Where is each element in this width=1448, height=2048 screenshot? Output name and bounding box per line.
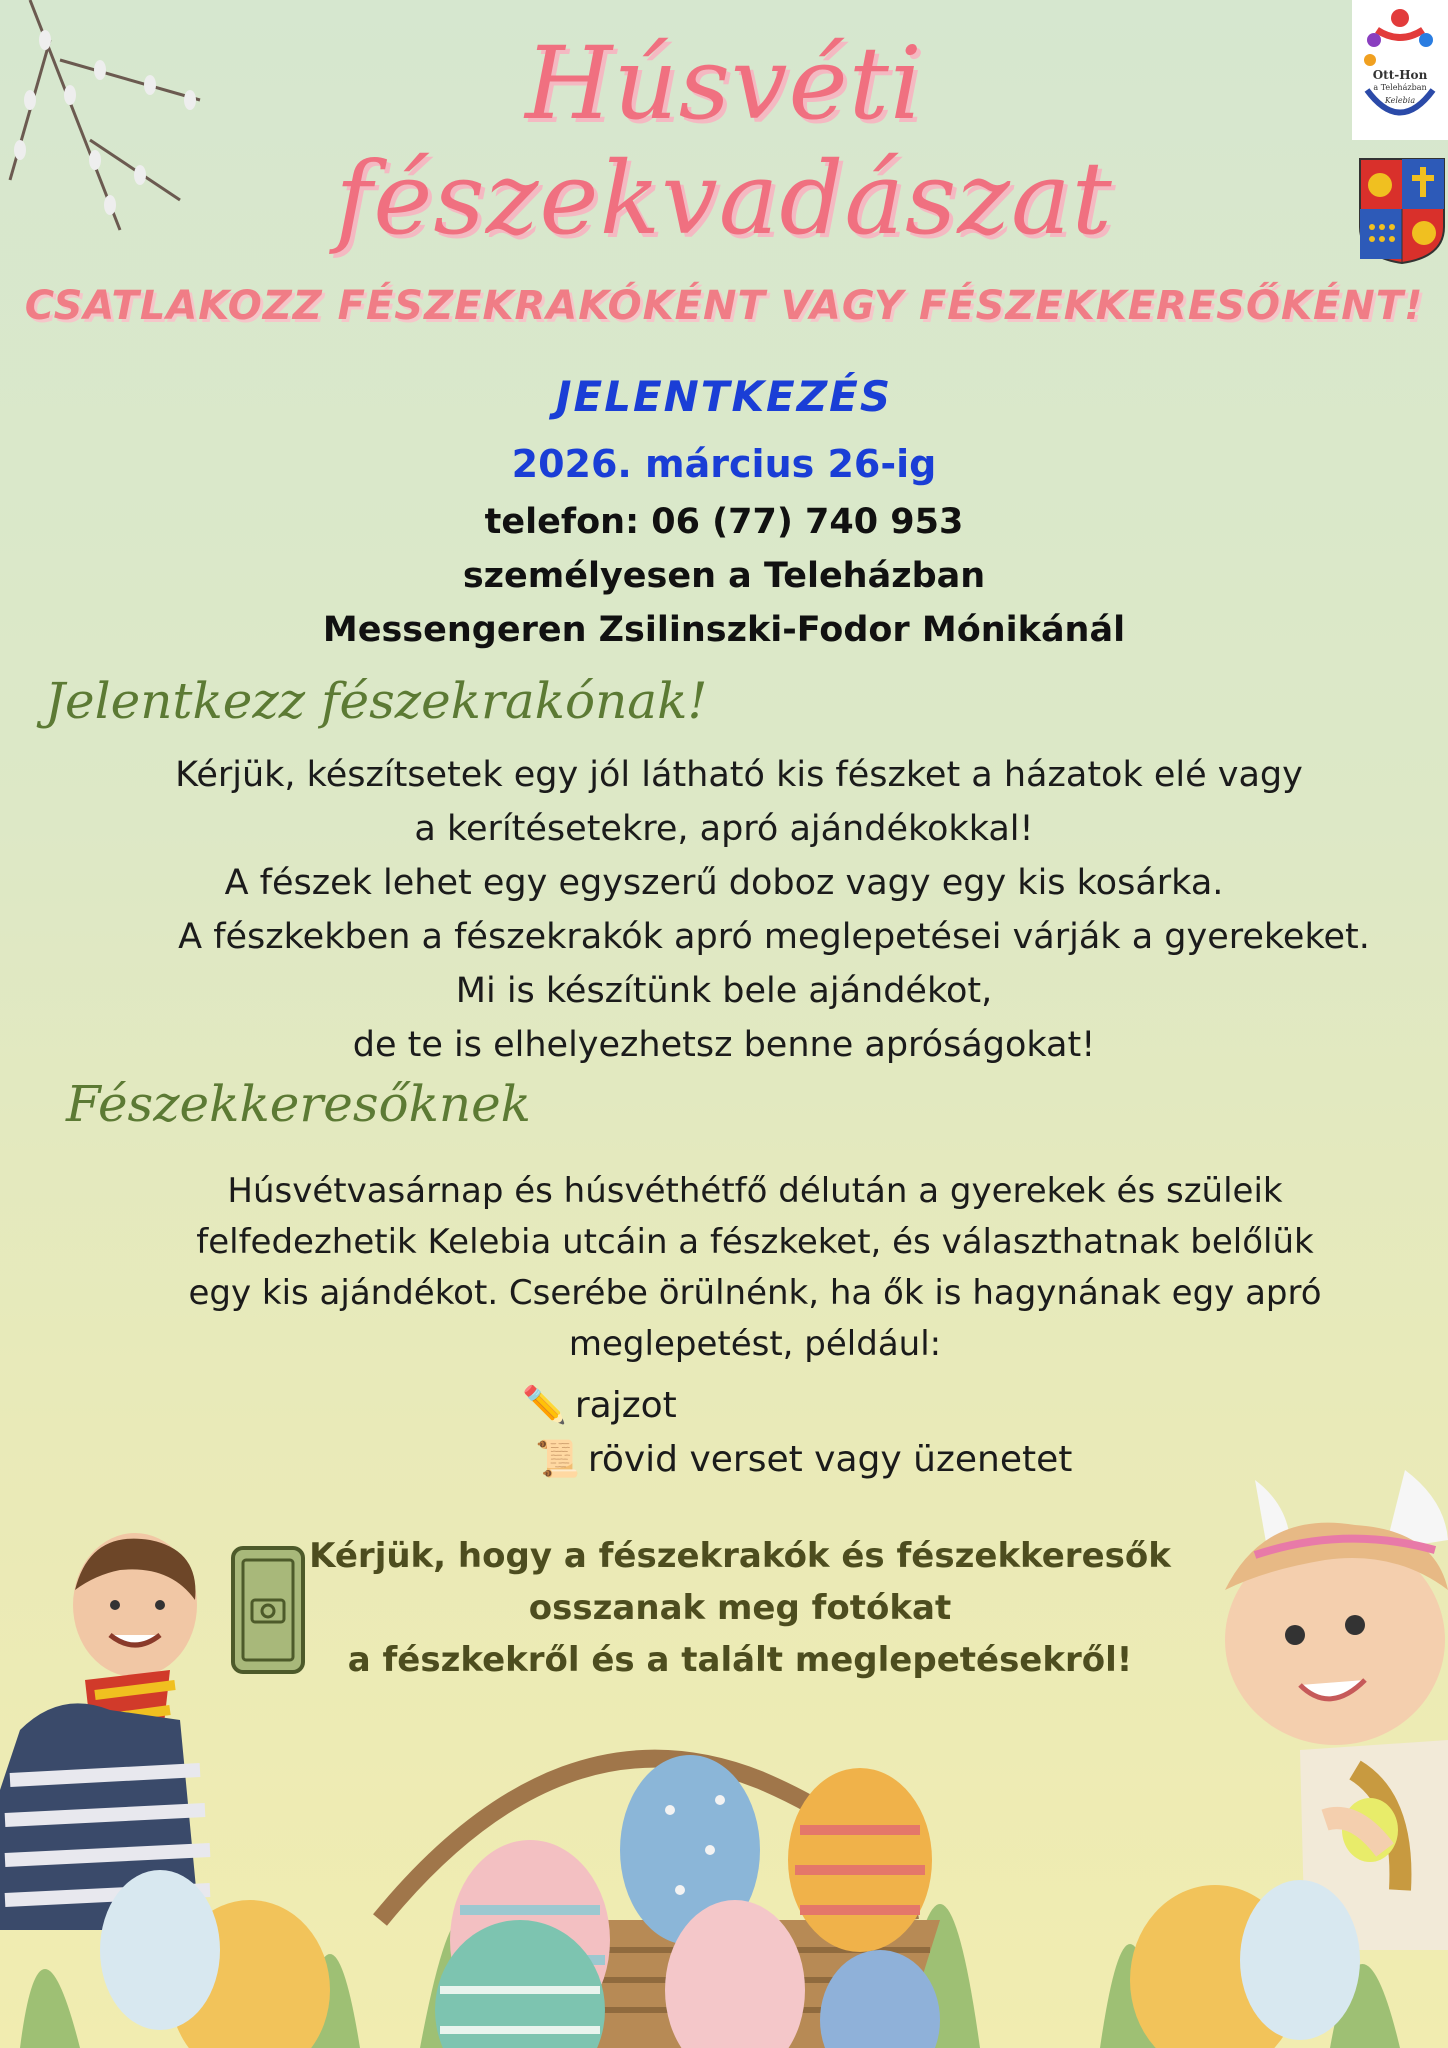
nest-seekers-heading: Fészekkeresőknek: [66, 1075, 531, 1133]
list-item-poem: [535, 1438, 1072, 1480]
nest-seekers-line: felfedezhetik Kelebia utcáin a fészkeket, és választhatnak belőlük: [196, 1222, 1314, 1262]
registration-in-person: személyesen a Teleházban: [462, 556, 986, 596]
list-item-drawing: [522, 1384, 677, 1426]
nest-builders-line: Kérjük, készítsetek egy jól látható kis fészket a házatok elé vagy: [175, 755, 1303, 795]
registration-phone: telefon: 06 (77) 740 953: [484, 502, 964, 542]
logo-subtitle: a Teleházban: [1373, 83, 1427, 92]
list-item-label: rövid verset vagy üzenetet: [587, 1438, 1073, 1480]
pencil-icon: ✏️: [522, 1385, 567, 1426]
registration-heading: JELENTKEZÉS: [555, 372, 893, 421]
list-item-label: rajzot: [574, 1384, 677, 1426]
photo-request-line: osszanak meg fotókat: [528, 1588, 952, 1628]
scroll-icon: 📜: [535, 1439, 580, 1480]
nest-builders-heading: Jelentkezz fészekrakónak!: [45, 672, 708, 730]
nest-builders-line: A fészkekben a fészekrakók apró meglepetései várják a gyerekeket.: [178, 917, 1370, 957]
nest-builders-line: Mi is készítünk bele ajándékot,: [455, 971, 993, 1011]
title-line-1: Húsvéti: [525, 25, 923, 142]
nest-builders-line: de te is elhelyezhetsz benne apróságokat!: [352, 1025, 1096, 1065]
nest-builders-text: [0, 748, 1448, 1072]
subtitle: CSATLAKOZZ FÉSZEKRAKÓKÉNT VAGY FÉSZEKKERESŐKÉNT!: [24, 283, 1424, 329]
registration-messenger: Messengeren Zsilinszki-Fodor Mónikánál: [322, 610, 1126, 650]
photo-request-line: Kérjük, hogy a fészekrakók és fészekkeresők: [309, 1536, 1171, 1576]
logo-title: Ott-Hon: [1372, 68, 1428, 82]
nest-builders-line: A fészek lehet egy egyszerű doboz vagy egy kis kosárka.: [224, 863, 1224, 903]
easter-egg-basket-illustration: [0, 1660, 1448, 2048]
logo-place: Kelebia: [1384, 96, 1416, 105]
nest-seekers-text: [130, 1166, 1380, 1370]
nest-seekers-line: Húsvétvasárnap és húsvéthétfő délután a gyerekek és szüleik: [227, 1171, 1283, 1211]
title-line-2: fészekvadászat: [335, 140, 1113, 257]
nest-seekers-line: egy kis ajándékot. Cserébe örülnénk, ha ők is hagynának egy apró: [188, 1273, 1322, 1313]
registration-deadline: 2026. március 26-ig: [511, 442, 937, 486]
nest-builders-line: a kerítésetekre, apró ajándékokkal!: [414, 809, 1034, 849]
nest-seekers-line: meglepetést, például:: [568, 1324, 942, 1364]
photo-request-line: a fészkekről és a talált meglepetésekről!: [347, 1640, 1133, 1680]
